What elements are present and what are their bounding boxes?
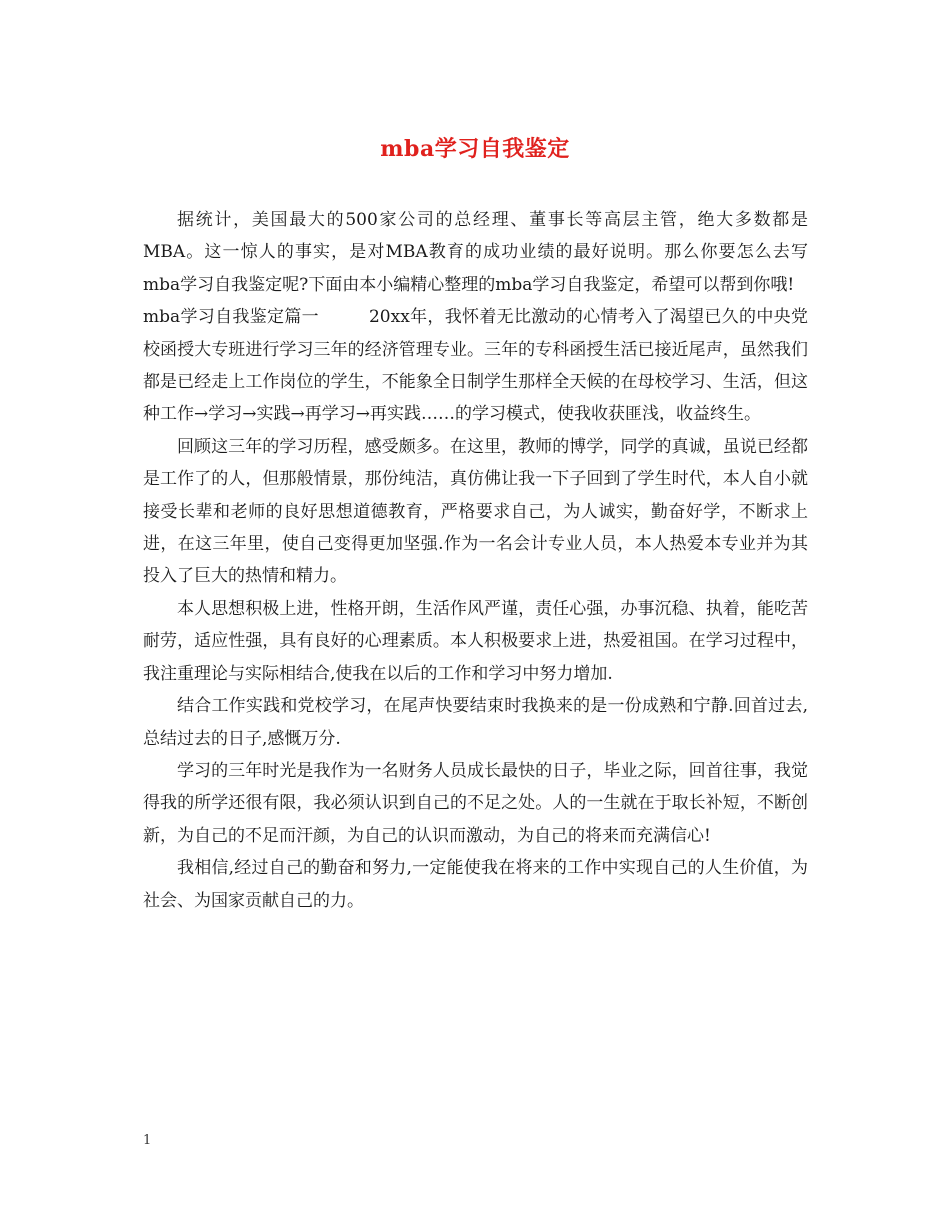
section-heading: mba学习自我鉴定篇一 — [143, 307, 319, 328]
page-number: 1 — [143, 1133, 152, 1148]
intro-paragraph: 据统计，美国最大的500家公司的总经理、董事长等高层主管，绝大多数都是MBA。这一惊人的事实，是对MBA教育的成功业绩的最好说明。那么你要怎么去写mba学习自我鉴定呢?下面由本小编精心整理的mba学习自我鉴定，希望可以帮到你哦! — [143, 210, 808, 295]
paragraph-1-text: 20xx年，我怀着无比激动的心情考入了渴望已久的中央党校函授大专班进行学习三年的经济管理专业。三年的专科函授生活已接近尾声，虽然我们都是已经走上工作岗位的学生，不能象全日制学生那样全天候的在母校学习、生活，但这种工作→学习→实践→再学习→再实践……的学习模式，使我收获匪浅，收益终生。 — [143, 307, 808, 425]
section-paragraph-1 — [143, 301, 808, 431]
paragraph-4: 结合工作实践和党校学习，在尾声快要结束时我换来的是一份成熟和宁静.回首过去,总结过去的日子,感慨万分. — [143, 696, 808, 749]
document-body — [143, 204, 808, 917]
paragraph-6: 我相信,经过自己的勤奋和努力,一定能使我在将来的工作中实现自己的人生价值，为社会、为国家贡献自己的力。 — [143, 858, 808, 911]
paragraph-3: 本人思想积极上进，性格开朗，生活作风严谨，责任心强，办事沉稳、执着，能吃苦耐劳，适应性强，具有良好的心理素质。本人积极要求上进，热爱祖国。在学习过程中，我注重理论与实际相结合,使我在以后的工作和学习中努力增加. — [143, 598, 808, 684]
paragraph-5: 学习的三年时光是我作为一名财务人员成长最快的日子，毕业之际，回首往事，我觉得我的所学还很有限，我必须认识到自己的不足之处。人的一生就在于取长补短，不断创新，为自己的不足而汗颜，为自己的认识而激动，为自己的将来而充满信心! — [143, 760, 808, 846]
paragraph-2: 回顾这三年的学习历程，感受颇多。在这里，教师的博学，同学的真诚，虽说已经都是工作了的人，但那般情景，那份纯洁，真仿佛让我一下子回到了学生时代，本人自小就接受长辈和老师的良好思想道德教育，严格要求自己，为人诚实，勤奋好学，不断求上进，在这三年里，使自己变得更加坚强.作为一名会计专业人员，本人热爱本专业并为其投入了巨大的热情和精力。 — [143, 436, 808, 587]
document-title: mba学习自我鉴定 — [380, 136, 570, 162]
